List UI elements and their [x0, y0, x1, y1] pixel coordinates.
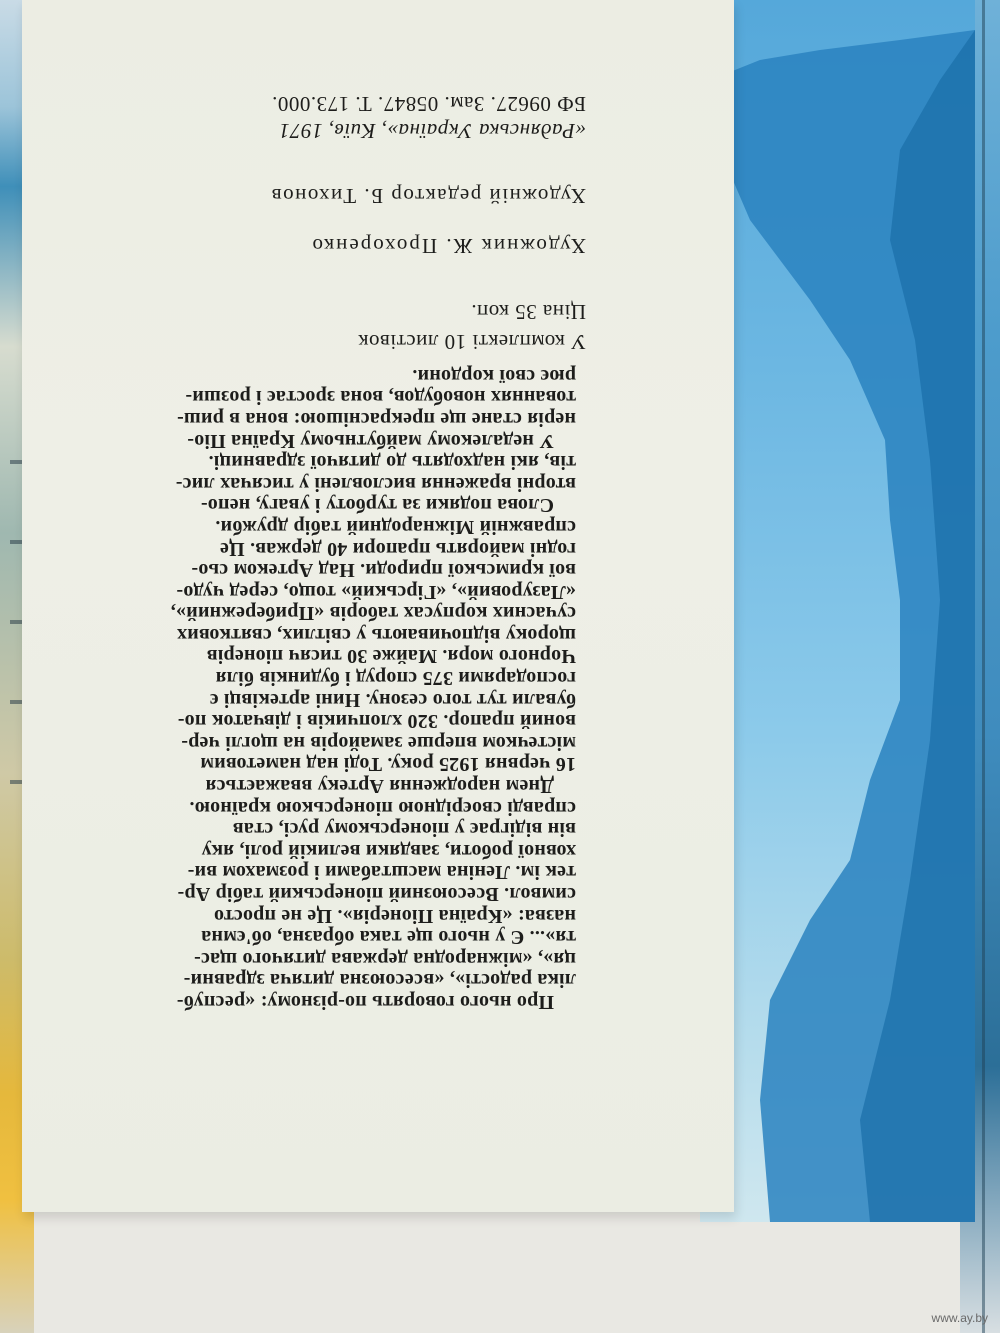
card-edge [982, 0, 985, 1333]
paragraph-future: У недалекому майбутньому Країна Піо- нерія стане ще прекраснішою: вона в риш- тованнях новобудов, вона зростає і розши- рює свої кордони. [176, 364, 576, 452]
paragraph-intro: Про нього говорять по-різному: «респуб- ліка радості», «всесоюзна дитяча здравни- ця», «міжнародна держава дитячого щас- тя»... Є у нього ще така образна, об'ємна назва: «Країна Піонерія». Це не просто символ. Всесоюзний піонерський табір Ар- тек ім. Леніна масштабами і розмахом ви- ховної роботи, завдяки великій ролі, яку він відіграє у піонерському русі, став справді своєрідною піонерською країною. [176, 796, 576, 1013]
paragraph-thanks: Слова подяки за турботу і увагу, непо- вторні враження висловлені у тисячах лис- тів, які надходять до дитячої здравниці. [175, 451, 576, 517]
article-body [124, 364, 576, 1012]
publisher: «Радянська Україна», Київ, 1971 [278, 119, 586, 143]
set-count: У комплекті 10 листівок [357, 330, 586, 354]
price: Ціна 35 коп. [470, 300, 586, 324]
mountain-graphic [700, 0, 975, 1222]
postcard-mountain-photo [700, 0, 975, 1222]
print-code: БФ 09627. Зам. 05847. Т. 173.000. [271, 92, 586, 116]
folded-paper-sheet [22, 0, 734, 1212]
art-editor-credit: Художній редактор Б. Тихонов [270, 184, 586, 208]
site-watermark: www.ay.by [931, 1311, 988, 1325]
artist-credit: Художник Ж. Прохоренко [310, 234, 586, 258]
upside-down-text-block [22, 0, 734, 1212]
paragraph-history: Днем народження Артеку вважається 16 червня 1925 року. Тоді над наметовим містечком вперше замайорів на щоглі чер- воний прапор. 320 хлопчиків і дівчаток по- бували тут того сезону. Нині артеківці є господарями 375 споруд і будинків біля Чорного моря. Майже 30 тисяч піонерів щороку відпочивають у світлих, святкових сучасних корпусах таборів «Прибережний», «Лазуровий», «Гірський» тощо, серед чудо- вої кримської природи. Над Артеком сьо- годні майорять прапори 40 держав. Це справжній Міжнародний табір дружби. [170, 515, 576, 798]
